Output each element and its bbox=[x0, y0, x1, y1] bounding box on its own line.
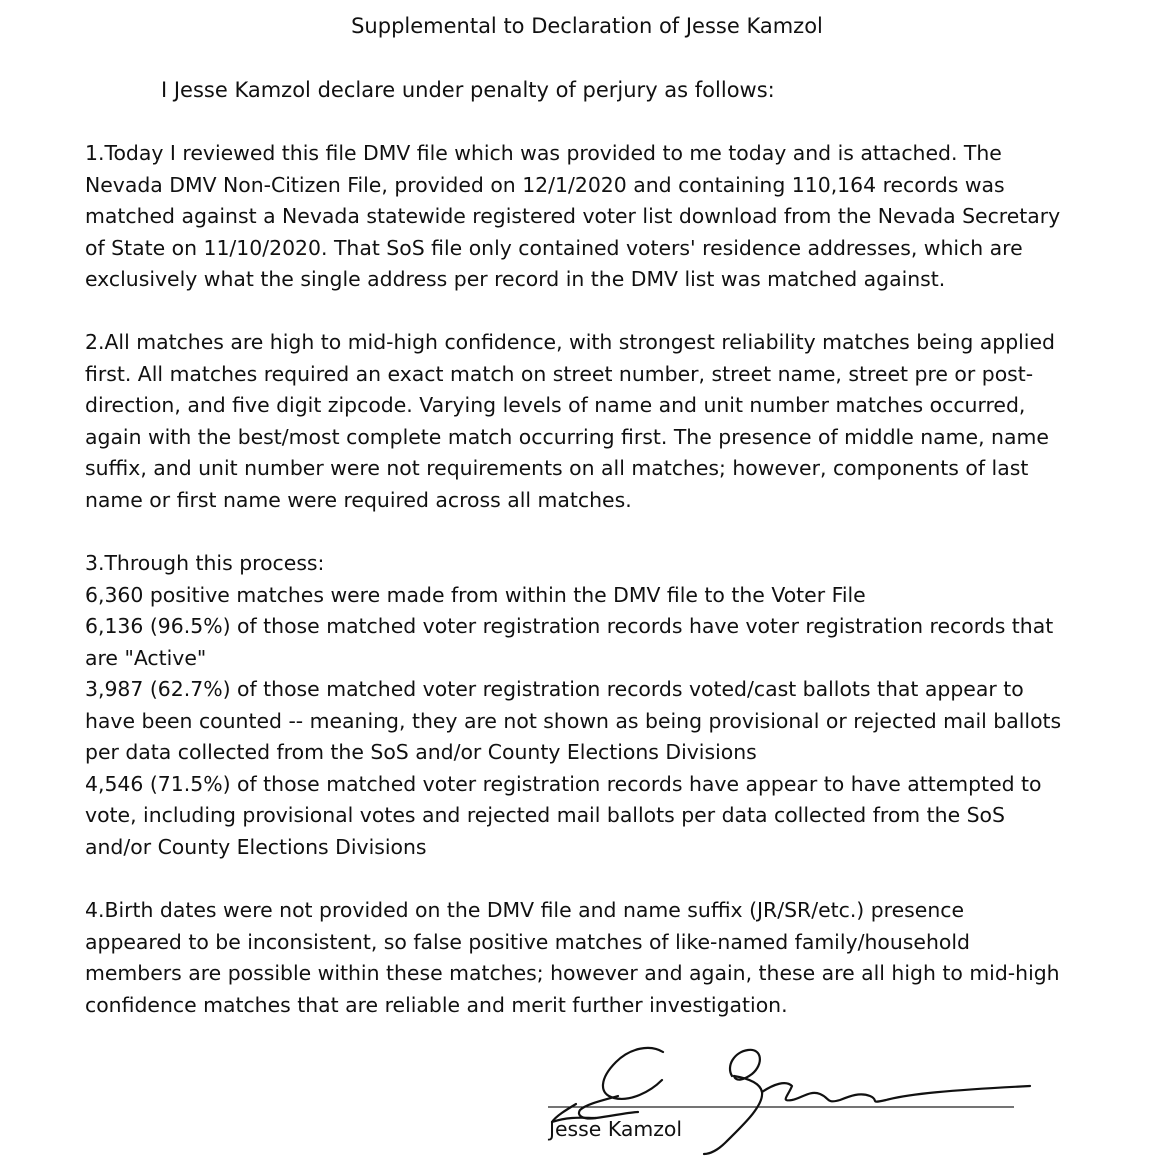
paragraph-line: first. All matches required an exact match on street number, street name, street pre or post- bbox=[85, 361, 1034, 386]
paragraph-line: 2.All matches are high to mid-high confidence, with strongest reliability matches being applied bbox=[85, 330, 1055, 354]
paragraph-line: Nevada DMV Non-Citizen File, provided on 12/1/2020 and containing 110,164 records was bbox=[85, 172, 1005, 197]
paragraph-line: again with the best/most complete match occurring first. The presence of middle name, name bbox=[85, 424, 1049, 449]
paragraph-line: suffix, and unit number were not requirements on all matches; however, components of last bbox=[85, 456, 1029, 480]
paragraph-line: and/or County Elections Divisions bbox=[85, 834, 427, 859]
signature-printed-name: Jesse Kamzol bbox=[549, 1117, 683, 1141]
paragraph-line: confidence matches that are reliable and merit further investigation. bbox=[85, 992, 788, 1017]
paragraph-line: name or first name were required across all matches. bbox=[85, 487, 632, 512]
paragraph-4 bbox=[85, 895, 1095, 1021]
paragraph-2 bbox=[85, 327, 1095, 516]
paragraph-line: matched against a Nevada statewide registered voter list download from the Nevada Secretary bbox=[85, 204, 1061, 228]
paragraph-line: are "Active" bbox=[85, 645, 207, 670]
paragraph-line: 6,360 positive matches were made from within the DMV file to the Voter File bbox=[85, 582, 866, 607]
paragraph-line: 1.Today I reviewed this file DMV file which was provided to me today and is attached. The bbox=[85, 141, 1002, 165]
paragraph-line: members are possible within these matches; however and again, these are all high to mid-high bbox=[85, 961, 1060, 985]
paragraph-line: 6,136 (96.5%) of those matched voter registration records have voter registration records that bbox=[85, 614, 1054, 638]
paragraph-3 bbox=[85, 548, 1095, 863]
paragraph-line: per data collected from the SoS and/or County Elections Divisions bbox=[85, 740, 757, 764]
paragraph-1 bbox=[85, 138, 1095, 296]
paragraph-line: of State on 11/10/2020. That SoS file only contained voters' residence addresses, which are bbox=[85, 235, 1023, 260]
declaration-intro: I Jesse Kamzol declare under penalty of perjury as follows: bbox=[161, 78, 775, 102]
paragraph-line: appeared to be inconsistent, so false positive matches of like-named family/household bbox=[85, 929, 970, 954]
paragraph-line: 3.Through this process: bbox=[85, 551, 325, 575]
paragraph-line: vote, including provisional votes and rejected mail ballots per data collected from the SoS bbox=[85, 803, 1005, 827]
paragraph-line: direction, and five digit zipcode. Varying levels of name and unit number matches occurred, bbox=[85, 393, 1026, 417]
paragraph-line: 3,987 (62.7%) of those matched voter registration records voted/cast ballots that appear to bbox=[85, 677, 1024, 701]
paragraph-line: 4,546 (71.5%) of those matched voter registration records have appear to have attempted to bbox=[85, 771, 1042, 796]
paragraph-line: exclusively what the single address per record in the DMV list was matched against. bbox=[85, 267, 946, 291]
paragraph-line: have been counted -- meaning, they are not shown as being provisional or rejected mail ballots bbox=[85, 708, 1062, 733]
page-title: Supplemental to Declaration of Jesse Kamzol bbox=[351, 14, 823, 38]
paragraph-line: 4.Birth dates were not provided on the DMV file and name suffix (JR/SR/etc.) presence bbox=[85, 898, 965, 922]
